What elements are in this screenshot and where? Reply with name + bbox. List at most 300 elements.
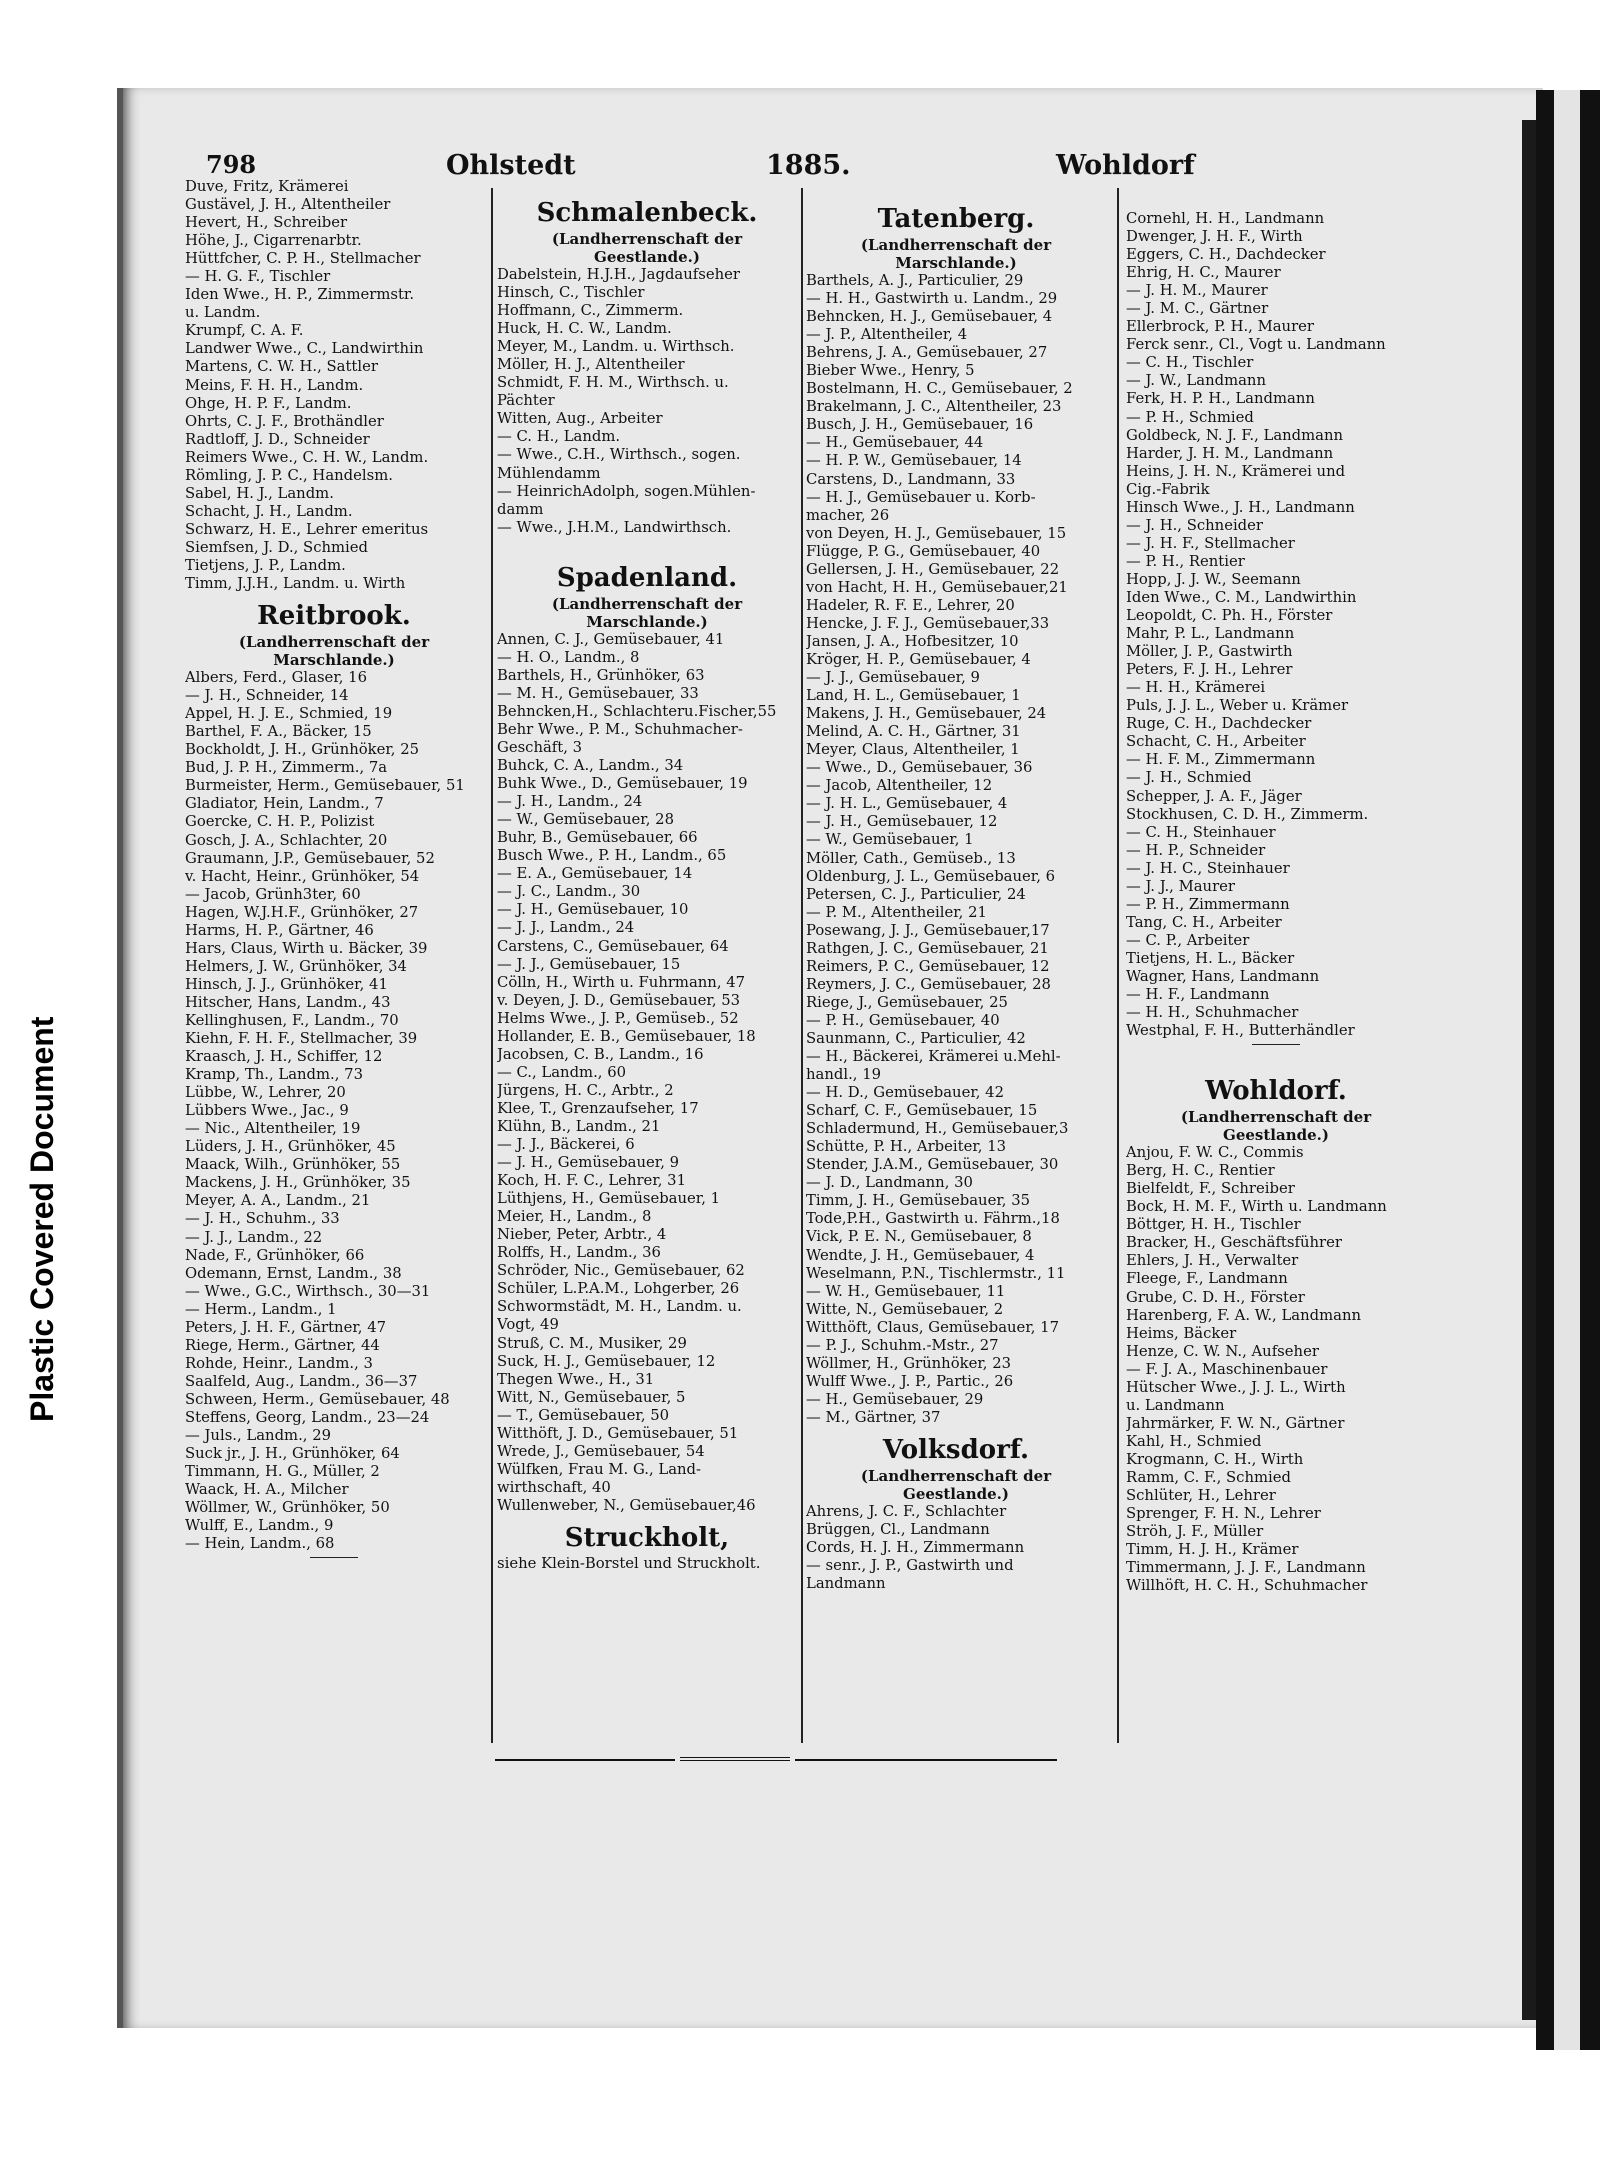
- directory-entry: Albers, Ferd., Glaser, 16: [185, 669, 367, 687]
- directory-entry: Meyer, Claus, Altentheiler, 1: [806, 741, 1020, 759]
- directory-entry: wirthschaft, 40: [497, 1478, 611, 1496]
- directory-entry: Schween, Herm., Gemüsebauer, 48: [185, 1390, 450, 1408]
- directory-entry: Carstens, D., Landmann, 33: [806, 470, 1016, 488]
- directory-entry: Thegen Wwe., H., 31: [497, 1370, 655, 1388]
- directory-entry: Behr Wwe., P. M., Schuhmacher-: [497, 720, 743, 738]
- directory-entry: — H., Bäckerei, Krämerei u.Mehl-: [806, 1048, 1061, 1066]
- spacer: [1126, 1050, 1426, 1068]
- directory-entry: Witthöft, J. D., Gemüsebauer, 51: [497, 1424, 739, 1442]
- directory-entry: — Nic., Altentheiler, 19: [185, 1120, 361, 1138]
- directory-entry: — J. P., Altentheiler, 4: [806, 326, 968, 344]
- directory-entry: Gosch, J. A., Schlachter, 20: [185, 831, 388, 849]
- directory-entry: Barthel, F. A., Bäcker, 15: [185, 723, 372, 741]
- directory-entry: Stender, J.A.M., Gemüsebauer, 30: [806, 1156, 1059, 1174]
- directory-entry: Tang, C. H., Arbeiter: [1126, 913, 1282, 931]
- directory-entry: Busch, J. H., Gemüsebauer, 16: [806, 416, 1034, 434]
- directory-entry: Reimers, P. C., Gemüsebauer, 12: [806, 957, 1050, 975]
- section-divider: [185, 1553, 483, 1563]
- directory-entry: Hevert, H., Schreiber: [185, 214, 348, 232]
- directory-entry: Witt, N., Gemüsebauer, 5: [497, 1388, 686, 1406]
- directory-entry: Hinsch, J. J., Grünhöker, 41: [185, 975, 388, 993]
- directory-entry: — P. H., Rentier: [1126, 552, 1245, 570]
- directory-entry: — senr., J. P., Gastwirth und: [806, 1557, 1014, 1575]
- section-subtitle: Marschlande.): [586, 612, 708, 631]
- directory-entry: Schröder, Nic., Gemüsebauer, 62: [497, 1262, 745, 1280]
- directory-entry: — J. H. M., Maurer: [1126, 282, 1268, 300]
- directory-entry: Landmann: [806, 1575, 886, 1593]
- directory-entry: — H. F., Landmann: [1126, 986, 1270, 1004]
- directory-entry: Goldbeck, N. J. F., Landmann: [1126, 426, 1344, 444]
- directory-entry: — C. H., Steinhauer: [1126, 823, 1276, 841]
- next-page-strip: [1554, 90, 1580, 2050]
- column-divider: [1117, 188, 1119, 1743]
- directory-entry: Scharf, C. F., Gemüsebauer, 15: [806, 1102, 1038, 1120]
- header-year: 1885.: [766, 150, 851, 181]
- directory-entry: Helms Wwe., J. P., Gemüseb., 52: [497, 1009, 739, 1027]
- directory-entry: — Jacob, Altentheiler, 12: [806, 777, 993, 795]
- directory-entry: Berg, H. C., Rentier: [1126, 1162, 1275, 1180]
- directory-entry: Cölln, H., Wirth u. Fuhrmann, 47: [497, 973, 746, 991]
- directory-entry: — J. H. L., Gemüsebauer, 4: [806, 795, 1008, 813]
- directory-entry: Bostelmann, H. C., Gemüsebauer, 2: [806, 380, 1073, 398]
- directory-entry: Höhe, J., Cigarrenarbtr.: [185, 232, 362, 250]
- directory-entry: — Jacob, Grünh3ter, 60: [185, 885, 361, 903]
- directory-entry: Hencke, J. F. J., Gemüsebauer,33: [806, 614, 1050, 632]
- directory-entry: — W., Gemüsebauer, 1: [806, 831, 974, 849]
- directory-entry: Ruge, C. H., Dachdecker: [1126, 715, 1312, 733]
- directory-entry: Reimers Wwe., C. H. W., Landm.: [185, 448, 429, 466]
- directory-entry: Rolffs, H., Landm., 36: [497, 1244, 661, 1262]
- directory-entry: Ramm, C. F., Schmied: [1126, 1469, 1291, 1486]
- directory-entry: Möller, Cath., Gemüseb., 13: [806, 849, 1016, 867]
- section-subtitle: Marschlande.): [273, 651, 395, 670]
- directory-entry: siehe Klein-Borstel und Struckholt.: [497, 1555, 761, 1572]
- directory-entry: Ahrens, J. C. F., Schlachter: [806, 1503, 1007, 1520]
- directory-entry: Kahl, H., Schmied: [1126, 1432, 1262, 1450]
- directory-entry: — J. H., Gemüsebauer, 12: [806, 813, 998, 831]
- section-title: Struckholt,: [564, 1523, 730, 1553]
- directory-entry: Schladermund, H., Gemüsebauer,3: [806, 1120, 1069, 1138]
- directory-entry: — J. H., Schuhm., 33: [185, 1210, 340, 1228]
- directory-entry: Mahr, P. L., Landmann: [1126, 625, 1295, 643]
- directory-entry: Bockholdt, J. H., Grünhöker, 25: [185, 741, 420, 759]
- directory-entry: Waack, H. A., Milcher: [185, 1481, 349, 1499]
- directory-entry: — C. P., Arbeiter: [1126, 931, 1250, 949]
- directory-entry: — J. H., Schneider, 14: [185, 687, 349, 705]
- section-title: Wohldorf.: [1205, 1076, 1347, 1107]
- directory-entry: Reymers, J. C., Gemüsebauer, 28: [806, 975, 1051, 993]
- directory-entry: Tode,P.H., Gastwirth u. Fährm.,18: [806, 1210, 1060, 1228]
- directory-entry: Hars, Claus, Wirth u. Bäcker, 39: [185, 939, 428, 957]
- directory-entry: Heims, Bäcker: [1126, 1324, 1237, 1342]
- directory-entry: Timm, J. H., Gemüsebauer, 35: [806, 1192, 1031, 1210]
- directory-entry: Vogt, 49: [497, 1316, 559, 1334]
- directory-entry: Hinsch, C., Tischler: [497, 284, 645, 302]
- directory-entry: Wöllmer, W., Grünhöker, 50: [185, 1499, 390, 1517]
- directory-entry: Wendte, J. H., Gemüsebauer, 4: [806, 1246, 1035, 1264]
- directory-entry: Buhr, B., Gemüsebauer, 66: [497, 829, 698, 847]
- directory-entry: — J. D., Landmann, 30: [806, 1174, 973, 1192]
- directory-entry: Timmermann, J. J. F., Landmann: [1126, 1559, 1366, 1577]
- directory-entry: — H. H., Gastwirth u. Landm., 29: [806, 290, 1058, 308]
- directory-entry: Harms, H. P., Gärtner, 46: [185, 921, 374, 939]
- directory-entry: Schüler, L.P.A.M., Lohgerber, 26: [497, 1280, 740, 1298]
- directory-entry: Henze, C. W. N., Aufseher: [1126, 1342, 1319, 1360]
- directory-entry: von Deyen, H. J., Gemüsebauer, 15: [806, 524, 1067, 542]
- directory-entry: damm: [497, 500, 544, 518]
- directory-entry: Schlüter, H., Lehrer: [1126, 1487, 1276, 1505]
- directory-entry: — P. J., Schuhm.-Mstr., 27: [806, 1336, 999, 1354]
- directory-entry: Grube, C. D. H., Förster: [1126, 1288, 1305, 1306]
- directory-entry: Carstens, C., Gemüsebauer, 64: [497, 937, 729, 955]
- directory-entry: Burmeister, Herm., Gemüsebauer, 51: [185, 777, 465, 795]
- directory-entry: Schütte, P. H., Arbeiter, 13: [806, 1138, 1007, 1156]
- directory-entry: — J. J., Landm., 24: [497, 919, 635, 937]
- directory-entry: Cornehl, H. H., Landmann: [1126, 210, 1325, 227]
- directory-entry: Stockhusen, C. D. H., Zimmerm.: [1126, 805, 1369, 823]
- directory-entry: Wullenweber, N., Gemüsebauer,46: [497, 1496, 756, 1514]
- directory-entry: Ohge, H. P. F., Landm.: [185, 394, 352, 412]
- directory-entry: Hadeler, R. F. E., Lehrer, 20: [806, 596, 1015, 614]
- directory-entry: Bock, H. M. F., Wirth u. Landmann: [1126, 1198, 1387, 1216]
- header-right-place: Wohldorf: [1056, 150, 1195, 181]
- directory-entry: Timmann, H. G., Müller, 2: [185, 1463, 380, 1481]
- directory-entry: — M. H., Gemüsebauer, 33: [497, 684, 699, 702]
- page-number: 798: [206, 150, 257, 179]
- directory-entry: Mühlendamm: [497, 464, 601, 482]
- directory-entry: Petersen, C. J., Particulier, 24: [806, 885, 1026, 903]
- directory-entry: — W. H., Gemüsebauer, 11: [806, 1282, 1006, 1300]
- directory-entry: u. Landmann: [1126, 1396, 1225, 1414]
- directory-entry: Tietjens, H. L., Bäcker: [1126, 949, 1295, 967]
- directory-entry: — H. P., Schneider: [1126, 841, 1266, 859]
- binding: [1536, 90, 1600, 2050]
- directory-entry: — J. M. C., Gärtner: [1126, 300, 1269, 318]
- directory-entry: Melind, A. C. H., Gärtner, 31: [806, 723, 1021, 741]
- directory-entry: Nade, F., Grünhöker, 66: [185, 1246, 365, 1264]
- directory-entry: — H. F. M., Zimmermann: [1126, 751, 1316, 769]
- directory-entry: Böttger, H. H., Tischler: [1126, 1216, 1301, 1234]
- directory-entry: Hagen, W.J.H.F., Grünhöker, 27: [185, 903, 419, 921]
- section-title: Schmalenbeck.: [536, 198, 758, 228]
- directory-entry: — J. H., Landm., 24: [497, 793, 643, 811]
- directory-entry: — E. A., Gemüsebauer, 14: [497, 865, 693, 883]
- directory-entry: Ehlers, J. H., Verwalter: [1126, 1252, 1299, 1270]
- directory-entry: — J. J., Maurer: [1126, 877, 1235, 895]
- directory-entry: Wagner, Hans, Landmann: [1126, 967, 1320, 985]
- directory-entry: — HeinrichAdolph, sogen.Mühlen-: [497, 482, 756, 500]
- directory-entry: — C. H., Tischler: [1126, 354, 1254, 372]
- directory-entry: Duve, Fritz, Krämerei: [185, 178, 349, 195]
- directory-entry: Cig.-Fabrik: [1126, 480, 1210, 498]
- directory-entry: — P. H., Zimmermann: [1126, 895, 1290, 913]
- directory-entry: — P. H., Schmied: [1126, 408, 1254, 426]
- section-subtitle: (Landherrenschaft der: [238, 633, 430, 652]
- directory-entry: — H. O., Landm., 8: [497, 648, 640, 666]
- directory-entry: Brüggen, Cl., Landmann: [806, 1521, 990, 1539]
- directory-entry: Graumann, J.P., Gemüsebauer, 52: [185, 849, 435, 867]
- directory-entry: Hütscher Wwe., J. J. L., Wirth: [1126, 1378, 1346, 1396]
- directory-entry: Jansen, J. A., Hofbesitzer, 10: [806, 632, 1019, 650]
- directory-entry: Cords, H. J. H., Zimmermann: [806, 1539, 1025, 1557]
- directory-entry: Wulff Wwe., J. P., Partic., 26: [806, 1372, 1014, 1390]
- directory-entry: — H., Gemüsebauer, 29: [806, 1390, 984, 1408]
- directory-entry: Behncken, H. J., Gemüsebauer, 4: [806, 308, 1053, 326]
- section-subtitle: Geestlande.): [594, 248, 700, 266]
- directory-entry: Harenberg, F. A. W., Landmann: [1126, 1306, 1362, 1324]
- directory-entry: Wülfken, Frau M. G., Land-: [497, 1460, 702, 1478]
- directory-entry: — J. J., Landm., 22: [185, 1228, 323, 1246]
- directory-entry: Gladiator, Hein, Landm., 7: [185, 795, 384, 813]
- directory-entry: Nieber, Peter, Arbtr., 4: [497, 1226, 667, 1244]
- directory-entry: Steffens, Georg, Landm., 23—24: [185, 1409, 430, 1426]
- directory-entry: Bieber Wwe., Henry, 5: [806, 362, 975, 380]
- section-subtitle: (Landherrenschaft der: [1180, 1108, 1372, 1127]
- directory-entry: — M., Gärtner, 37: [806, 1408, 941, 1426]
- section-subtitle: (Landherrenschaft der: [860, 1467, 1052, 1485]
- directory-entry: Dabelstein, H.J.H., Jagdaufseher: [497, 266, 740, 283]
- directory-entry: Weselmann, P.N., Tischlermstr., 11: [806, 1264, 1066, 1282]
- directory-entry: v. Deyen, J. D., Gemüsebauer, 53: [497, 991, 741, 1009]
- directory-entry: — W., Gemüsebauer, 28: [497, 811, 674, 829]
- directory-entry: — J. J., Gemüsebauer, 15: [497, 955, 681, 973]
- spacer: [497, 537, 797, 555]
- directory-entry: Riege, Herm., Gärtner, 44: [185, 1336, 380, 1354]
- directory-entry: Oldenburg, J. L., Gemüsebauer, 6: [806, 867, 1056, 885]
- directory-entry: Koch, H. F. C., Lehrer, 31: [497, 1172, 686, 1190]
- directory-entry: Buhck, C. A., Landm., 34: [497, 757, 684, 775]
- directory-entry: Hopp, J. J. W., Seemann: [1126, 570, 1301, 588]
- directory-entry: Struß, C. M., Musiker, 29: [497, 1334, 687, 1352]
- directory-entry: Meins, F. H. H., Landm.: [185, 376, 364, 394]
- section-title: Tatenberg.: [877, 204, 1035, 234]
- directory-entry: Peters, J. H. F., Gärtner, 47: [185, 1318, 387, 1336]
- directory-entry: Ferk, H. P. H., Landmann: [1126, 390, 1315, 408]
- directory-entry: Martens, C. W. H., Sattler: [185, 358, 378, 376]
- directory-entry: — C., Landm., 60: [497, 1063, 627, 1081]
- directory-entry: Fleege, F., Landmann: [1126, 1270, 1288, 1288]
- directory-entry: Meyer, M., Landm. u. Wirthsch.: [497, 338, 735, 356]
- column-divider: [801, 188, 803, 1743]
- directory-entry: — J. H. F., Stellmacher: [1126, 534, 1295, 552]
- directory-entry: Klühn, B., Landm., 21: [497, 1117, 661, 1135]
- end-rule: [495, 1759, 675, 1761]
- directory-entry: — J. H., Gemüsebauer, 10: [497, 901, 689, 919]
- directory-entry: Sprenger, F. H. N., Lehrer: [1126, 1505, 1321, 1523]
- directory-entry: — Herm., Landm., 1: [185, 1300, 337, 1318]
- directory-entry: Peters, F. J. H., Lehrer: [1126, 661, 1293, 679]
- directory-entry: Schmidt, F. H. M., Wirthsch. u.: [497, 374, 729, 392]
- directory-entry: Leopoldt, C. Ph. H., Förster: [1126, 607, 1333, 625]
- directory-entry: Mackens, J. H., Grünhöker, 35: [185, 1174, 411, 1192]
- directory-entry: — Wwe., G.C., Wirthsch., 30—31: [185, 1282, 431, 1300]
- directory-entry: Tietjens, J. P., Landm.: [185, 556, 346, 574]
- directory-entry: — C. H., Landm.: [497, 428, 621, 446]
- directory-entry: — T., Gemüsebauer, 50: [497, 1406, 670, 1424]
- directory-entry: Appel, H. J. E., Schmied, 19: [185, 705, 393, 723]
- directory-entry: Puls, J. J. L., Weber u. Krämer: [1126, 697, 1349, 715]
- directory-entry: Krogmann, C. H., Wirth: [1126, 1450, 1304, 1468]
- directory-entry: — H. H., Krämerei: [1126, 679, 1266, 697]
- directory-entry: Witte, N., Gemüsebauer, 2: [806, 1300, 1004, 1318]
- directory-entry: Sabel, H. J., Landm.: [185, 484, 334, 502]
- column-1: [185, 178, 483, 1748]
- directory-entry: Dwenger, J. H. F., Wirth: [1126, 228, 1303, 246]
- directory-entry: Timm, J.J.H., Landm. u. Wirth: [185, 575, 406, 593]
- directory-entry: Jahrmärker, F. W. N., Gärtner: [1126, 1414, 1345, 1432]
- section-subtitle: (Landherrenschaft der: [551, 230, 743, 248]
- section-title: Spadenland.: [556, 562, 738, 593]
- end-rule: [680, 1757, 790, 1761]
- directory-entry: — J. J., Gemüsebauer, 9: [806, 669, 980, 687]
- directory-entry: Wöllmer, H., Grünhöker, 23: [806, 1354, 1012, 1372]
- directory-entry: Ohrts, C. J. F., Brothändler: [185, 412, 384, 430]
- directory-entry: Brakelmann, J. C., Altentheiler, 23: [806, 398, 1062, 416]
- directory-entry: Bracker, H., Geschäftsführer: [1126, 1234, 1342, 1252]
- directory-entry: Barthels, H., Grünhöker, 63: [497, 666, 705, 684]
- directory-entry: Möller, J. P., Gastwirth: [1126, 643, 1293, 661]
- directory-entry: — J. H. C., Steinhauer: [1126, 859, 1290, 877]
- directory-entry: Witthöft, Claus, Gemüsebauer, 17: [806, 1318, 1059, 1336]
- directory-entry: Suck jr., J. H., Grünhöker, 64: [185, 1445, 400, 1463]
- directory-entry: — H., Gemüsebauer, 44: [806, 434, 984, 452]
- directory-entry: Hitscher, Hans, Landm., 43: [185, 993, 391, 1011]
- directory-entry: Kraasch, J. H., Schiffer, 12: [185, 1048, 383, 1066]
- header-left-place: Ohlstedt: [446, 150, 576, 181]
- directory-entry: Saalfeld, Aug., Landm., 36—37: [185, 1372, 418, 1390]
- directory-entry: Ellerbrock, P. H., Maurer: [1126, 318, 1314, 336]
- directory-entry: von Hacht, H. H., Gemüsebauer,21: [806, 578, 1068, 596]
- directory-entry: Willhöft, H. C. H., Schuhmacher: [1126, 1577, 1368, 1595]
- directory-entry: Siemfsen, J. D., Schmied: [185, 538, 369, 556]
- section-divider: [1126, 1040, 1426, 1050]
- directory-entry: — J. H., Schmied: [1126, 769, 1252, 787]
- end-rule: [795, 1759, 1057, 1761]
- directory-entry: — H. G. F., Tischler: [185, 268, 331, 286]
- directory-entry: Jürgens, H. C., Arbtr., 2: [497, 1081, 674, 1099]
- directory-entry: Heins, J. H. N., Krämerei und: [1126, 462, 1346, 480]
- directory-entry: Harder, J. H. M., Landmann: [1126, 444, 1334, 462]
- directory-entry: — Wwe., J.H.M., Landwirthsch.: [497, 518, 732, 536]
- directory-entry: Huck, H. C. W., Landm.: [497, 320, 672, 338]
- directory-entry: Schacht, J. H., Landm.: [185, 502, 353, 520]
- directory-entry: Buhk Wwe., D., Gemüsebauer, 19: [497, 775, 748, 793]
- directory-entry: Ströh, J. F., Müller: [1126, 1523, 1264, 1541]
- directory-entry: — Wwe., C.H., Wirthsch., sogen.: [497, 446, 741, 464]
- side-label: Plastic Covered Document: [24, 1016, 60, 1422]
- directory-entry: — H. P. W., Gemüsebauer, 14: [806, 452, 1022, 470]
- directory-entry: Ehrig, H. C., Maurer: [1126, 264, 1281, 282]
- directory-entry: — J. J., Bäckerei, 6: [497, 1136, 635, 1154]
- directory-entry: Meier, H., Landm., 8: [497, 1208, 652, 1226]
- directory-entry: Behncken,H., Schlachteru.Fischer,55: [497, 702, 777, 720]
- directory-entry: Ferck senr., Cl., Vogt u. Landmann: [1126, 336, 1386, 354]
- directory-entry: Iden Wwe., C. M., Landwirthin: [1126, 588, 1357, 606]
- directory-entry: — Wwe., D., Gemüsebauer, 36: [806, 759, 1033, 777]
- directory-entry: Goercke, C. H. P., Polizist: [185, 813, 375, 831]
- directory-entry: Posewang, J. J., Gemüsebauer,17: [806, 921, 1050, 939]
- directory-entry: Schwarz, H. E., Lehrer emeritus: [185, 520, 429, 538]
- directory-entry: Suck, H. J., Gemüsebauer, 12: [497, 1352, 716, 1370]
- column-divider: [491, 188, 493, 1743]
- directory-entry: Lübbers Wwe., Jac., 9: [185, 1102, 349, 1120]
- directory-entry: Gellersen, J. H., Gemüsebauer, 22: [806, 560, 1060, 578]
- directory-entry: — J. C., Landm., 30: [497, 883, 641, 901]
- directory-entry: Flügge, P. G., Gemüsebauer, 40: [806, 542, 1041, 560]
- directory-entry: Rohde, Heinr., Landm., 3: [185, 1354, 373, 1372]
- directory-entry: Barthels, A. J., Particulier, 29: [806, 272, 1024, 289]
- directory-entry: Lüthjens, H., Gemüsebauer, 1: [497, 1190, 721, 1208]
- directory-entry: Hüttfcher, C. P. H., Stellmacher: [185, 250, 421, 268]
- section-subtitle: Geestlande.): [1223, 1126, 1329, 1145]
- directory-entry: Krumpf, C. A. F.: [185, 322, 304, 340]
- directory-entry: Schwormstädt, M. H., Landm. u.: [497, 1298, 742, 1316]
- directory-entry: u. Landm.: [185, 304, 261, 322]
- directory-entry: Behrens, J. A., Gemüsebauer, 27: [806, 344, 1048, 362]
- directory-entry: Wulff, E., Landm., 9: [185, 1517, 334, 1535]
- directory-entry: handl., 19: [806, 1066, 882, 1084]
- page-right-edge: [1522, 120, 1536, 2020]
- directory-entry: — P. M., Altentheiler, 21: [806, 903, 987, 921]
- directory-entry: Kiehn, F. H. F., Stellmacher, 39: [185, 1030, 418, 1048]
- section-subtitle: (Landherrenschaft der: [860, 236, 1052, 254]
- directory-entry: — Juls., Landm., 29: [185, 1427, 332, 1445]
- directory-entry: Gustävel, J. H., Altentheiler: [185, 196, 391, 214]
- directory-entry: Radtloff, J. D., Schneider: [185, 430, 370, 448]
- section-title: Volksdorf.: [882, 1435, 1030, 1465]
- section-subtitle: Geestlande.): [903, 1485, 1009, 1503]
- directory-entry: macher, 26: [806, 506, 890, 524]
- directory-entry: Iden Wwe., H. P., Zimmermstr.: [185, 286, 415, 304]
- directory-entry: Klee, T., Grenzaufseher, 17: [497, 1099, 699, 1117]
- directory-entry: — H. D., Gemüsebauer, 42: [806, 1084, 1005, 1102]
- directory-entry: Bielfeldt, F., Schreiber: [1126, 1180, 1295, 1198]
- directory-entry: Pächter: [497, 392, 555, 410]
- directory-entry: Hoffmann, C., Zimmerm.: [497, 302, 684, 320]
- directory-entry: — J. W., Landmann: [1126, 372, 1266, 390]
- directory-entry: Witten, Aug., Arbeiter: [497, 410, 663, 428]
- directory-entry: Kellinghusen, F., Landm., 70: [185, 1011, 399, 1029]
- directory-entry: — J. H., Gemüsebauer, 9: [497, 1154, 680, 1172]
- directory-entry: Land, H. L., Gemüsebauer, 1: [806, 687, 1021, 705]
- directory-entry: — P. H., Gemüsebauer, 40: [806, 1011, 1000, 1029]
- directory-entry: Saunmann, C., Particulier, 42: [806, 1029, 1026, 1047]
- section-subtitle: Marschlande.): [895, 254, 1017, 272]
- directory-entry: Annen, C. J., Gemüsebauer, 41: [497, 630, 725, 648]
- directory-entry: Hollander, E. B., Gemüsebauer, 18: [497, 1027, 756, 1045]
- directory-entry: Geschäft, 3: [497, 738, 583, 756]
- directory-entry: — F. J. A., Maschinenbauer: [1126, 1360, 1328, 1378]
- directory-entry: Odemann, Ernst, Landm., 38: [185, 1264, 402, 1282]
- directory-entry: Meyer, A. A., Landm., 21: [185, 1192, 371, 1210]
- directory-entry: Lübbe, W., Lehrer, 20: [185, 1084, 346, 1102]
- directory-entry: — H. J., Gemüsebauer u. Korb-: [806, 488, 1036, 506]
- directory-entry: Makens, J. H., Gemüsebauer, 24: [806, 705, 1047, 723]
- directory-entry: v. Hacht, Heinr., Grünhöker, 54: [185, 867, 420, 885]
- directory-entry: Lüders, J. H., Grünhöker, 45: [185, 1138, 396, 1156]
- directory-entry: Vick, P. E. N., Gemüsebauer, 8: [806, 1228, 1032, 1246]
- directory-entry: Timm, H. J. H., Krämer: [1126, 1541, 1299, 1559]
- directory-entry: Westphal, F. H., Butterhändler: [1126, 1022, 1355, 1040]
- directory-entry: Busch Wwe., P. H., Landm., 65: [497, 847, 727, 865]
- directory-entry: — H. H., Schuhmacher: [1126, 1004, 1299, 1022]
- directory-entry: Römling, J. P. C., Handelsm.: [185, 466, 393, 484]
- directory-entry: Bud, J. P. H., Zimmerm., 7a: [185, 759, 388, 777]
- section-title: Reitbrook.: [257, 601, 411, 632]
- directory-entry: — Hein, Landm., 68: [185, 1535, 335, 1553]
- directory-entry: Möller, H. J., Altentheiler: [497, 356, 685, 374]
- directory-entry: Eggers, C. H., Dachdecker: [1126, 246, 1326, 264]
